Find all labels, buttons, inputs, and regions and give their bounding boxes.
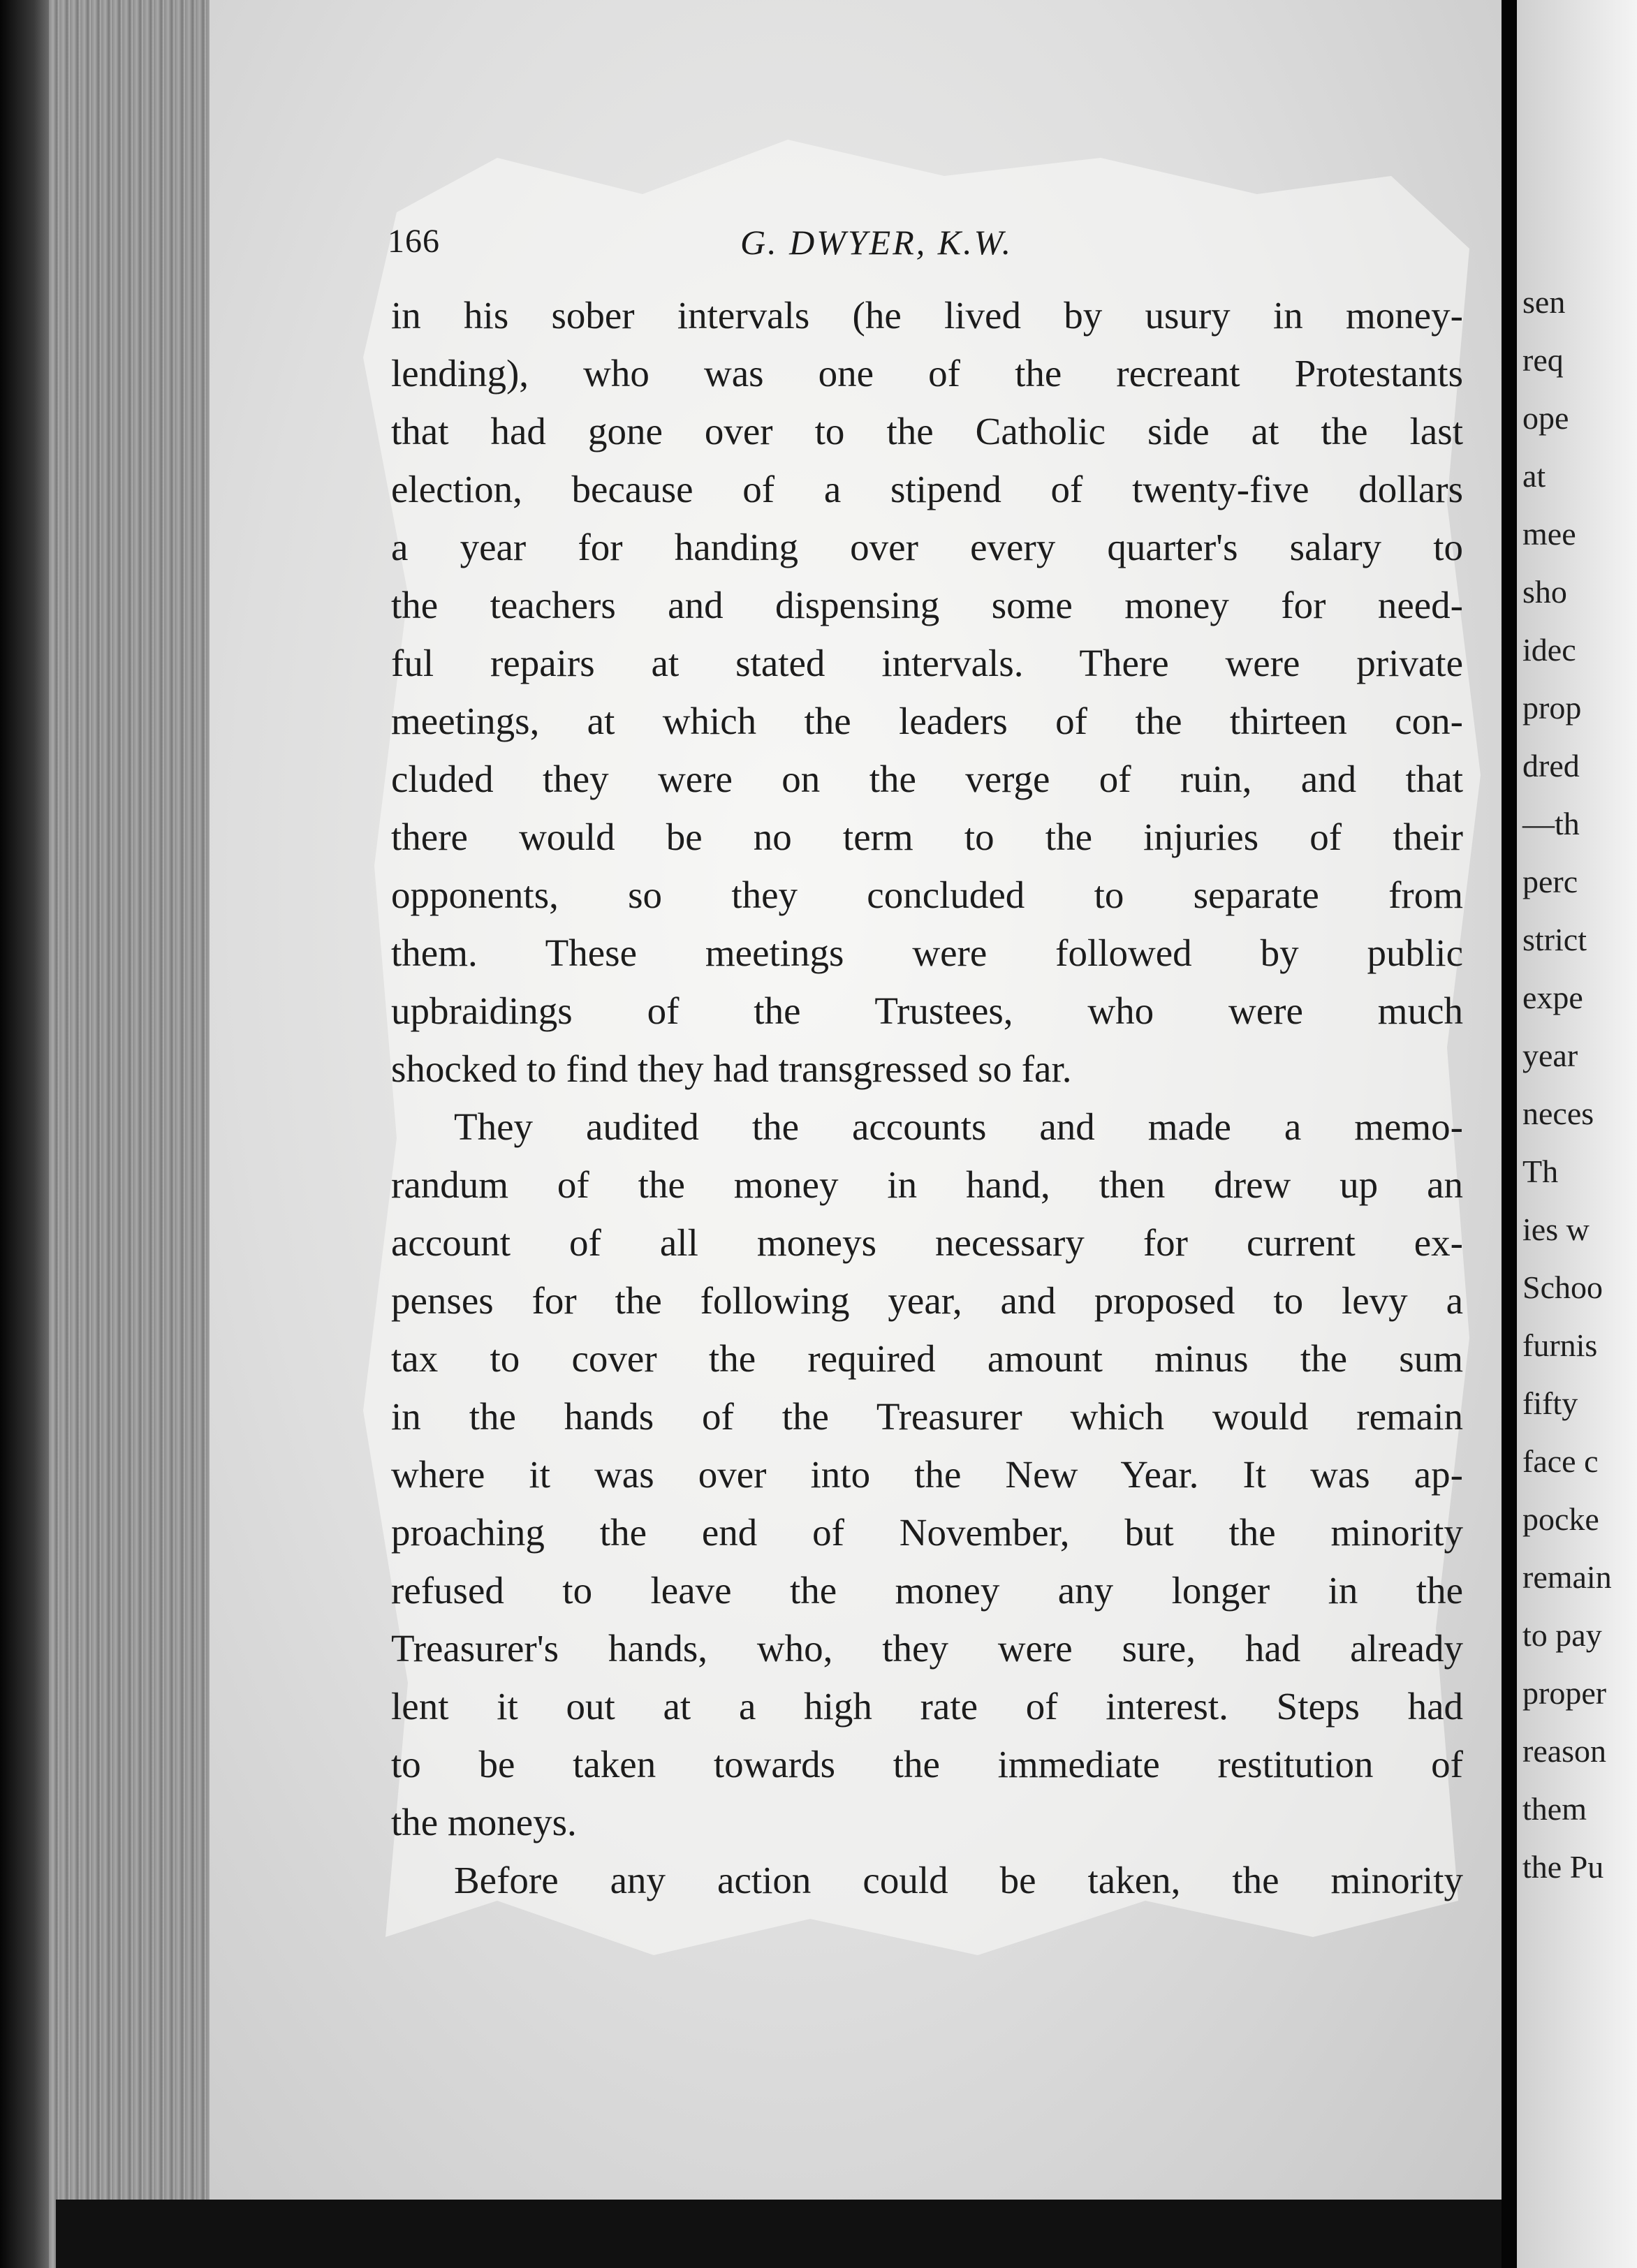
page-edges — [49, 0, 210, 2268]
text-line: shocked to find they had transgressed so far. — [391, 1047, 1072, 1090]
facing-page-text-fragment: proper — [1522, 1675, 1607, 1711]
facing-page-text-fragment: idec — [1522, 632, 1576, 668]
running-head: G. DWYER, K.W. — [740, 223, 1013, 262]
text-line: meetings, at which the leaders of the thirteen con- — [391, 700, 1463, 742]
facing-page-text-fragment: furnis — [1522, 1327, 1598, 1363]
text-line: Treasurer's hands, who, they were sure, had already — [391, 1627, 1463, 1670]
text-line: in the hands of the Treasurer which would remain — [391, 1395, 1463, 1438]
text-line: proaching the end of November, but the minority — [391, 1511, 1463, 1554]
facing-page-text-fragment: prop — [1522, 690, 1582, 726]
text-line: randum of the money in hand, then drew up an — [391, 1163, 1463, 1206]
facing-page-text-fragment: pocke — [1522, 1501, 1599, 1537]
text-line: in his sober intervals (he lived by usury in money- — [391, 294, 1463, 337]
page-bottom-shadow — [56, 2200, 1508, 2268]
text-line: there would be no term to the injuries of their — [391, 816, 1463, 858]
text-line: opponents, so they concluded to separate from — [391, 874, 1463, 916]
facing-page-text-fragment: sho — [1522, 574, 1567, 610]
text-line: Before any action could be taken, the minority — [454, 1859, 1463, 1901]
facing-page-text-fragment: Schoo — [1522, 1269, 1603, 1305]
text-line: election, because of a stipend of twenty-five dollars — [391, 468, 1463, 510]
facing-page-text-fragment: mee — [1522, 516, 1576, 552]
text-line: the moneys. — [391, 1801, 577, 1843]
facing-page-fragment — [1517, 0, 1637, 2268]
facing-page-text-fragment: to pay — [1522, 1617, 1602, 1653]
facing-page-text-fragment: perc — [1522, 864, 1578, 899]
page-number: 166 — [388, 223, 440, 260]
facing-page-text-fragment: face c — [1522, 1443, 1599, 1479]
text-line: them. These meetings were followed by public — [391, 932, 1463, 974]
facing-page-text-fragment: the Pu — [1522, 1849, 1604, 1885]
facing-page-text-fragment: ies w — [1522, 1212, 1590, 1247]
facing-page-text-fragment: sen — [1522, 284, 1566, 320]
text-line: lent it out at a high rate of interest. Steps had — [391, 1685, 1463, 1728]
text-line: lending), who was one of the recreant Protestants — [391, 352, 1463, 395]
facing-page-text-fragment: them — [1522, 1791, 1587, 1827]
facing-page-text-fragment: strict — [1522, 922, 1587, 957]
facing-page-text-fragment: req — [1522, 342, 1564, 378]
facing-page-text-fragment: remain — [1522, 1559, 1612, 1595]
facing-page-text-fragment: fifty — [1522, 1385, 1578, 1421]
text-line: penses for the following year, and proposed to levy a — [391, 1279, 1463, 1322]
facing-page-text-fragment: at — [1522, 458, 1546, 494]
body-text — [391, 286, 1463, 1909]
facing-page-text-fragment: neces — [1522, 1096, 1594, 1131]
text-line: upbraidings of the Trustees, who were much — [391, 989, 1463, 1032]
page-header — [388, 222, 1442, 271]
book-gutter — [1502, 0, 1517, 2268]
text-line: account of all moneys necessary for current ex- — [391, 1221, 1463, 1264]
text-line: refused to leave the money any longer in the — [391, 1569, 1463, 1612]
text-line: the teachers and dispensing some money for need- — [391, 584, 1463, 626]
text-line: cluded they were on the verge of ruin, and that — [391, 758, 1463, 800]
text-line: to be taken towards the immediate restitution of — [391, 1743, 1463, 1785]
text-line: tax to cover the required amount minus the sum — [391, 1337, 1463, 1380]
text-line: that had gone over to the Catholic side at the last — [391, 410, 1463, 452]
facing-page-text-fragment: reason — [1522, 1733, 1607, 1769]
text-line: where it was over into the New Year. It was ap- — [391, 1453, 1463, 1496]
text-line: a year for handing over every quarter's salary to — [391, 526, 1463, 568]
facing-page-text-fragment: —th — [1522, 806, 1580, 841]
text-line: ful repairs at stated intervals. There were private — [391, 642, 1463, 684]
facing-page-text-fragment: expe — [1522, 980, 1583, 1015]
facing-page-text-fragment: ope — [1522, 400, 1569, 436]
text-line: They audited the accounts and made a memo- — [454, 1105, 1463, 1148]
facing-page-text-fragment: dred — [1522, 748, 1580, 783]
facing-page-text-fragment: year — [1522, 1038, 1578, 1073]
book-binding-shadow — [0, 0, 49, 2268]
facing-page-text-fragment: Th — [1522, 1154, 1559, 1189]
